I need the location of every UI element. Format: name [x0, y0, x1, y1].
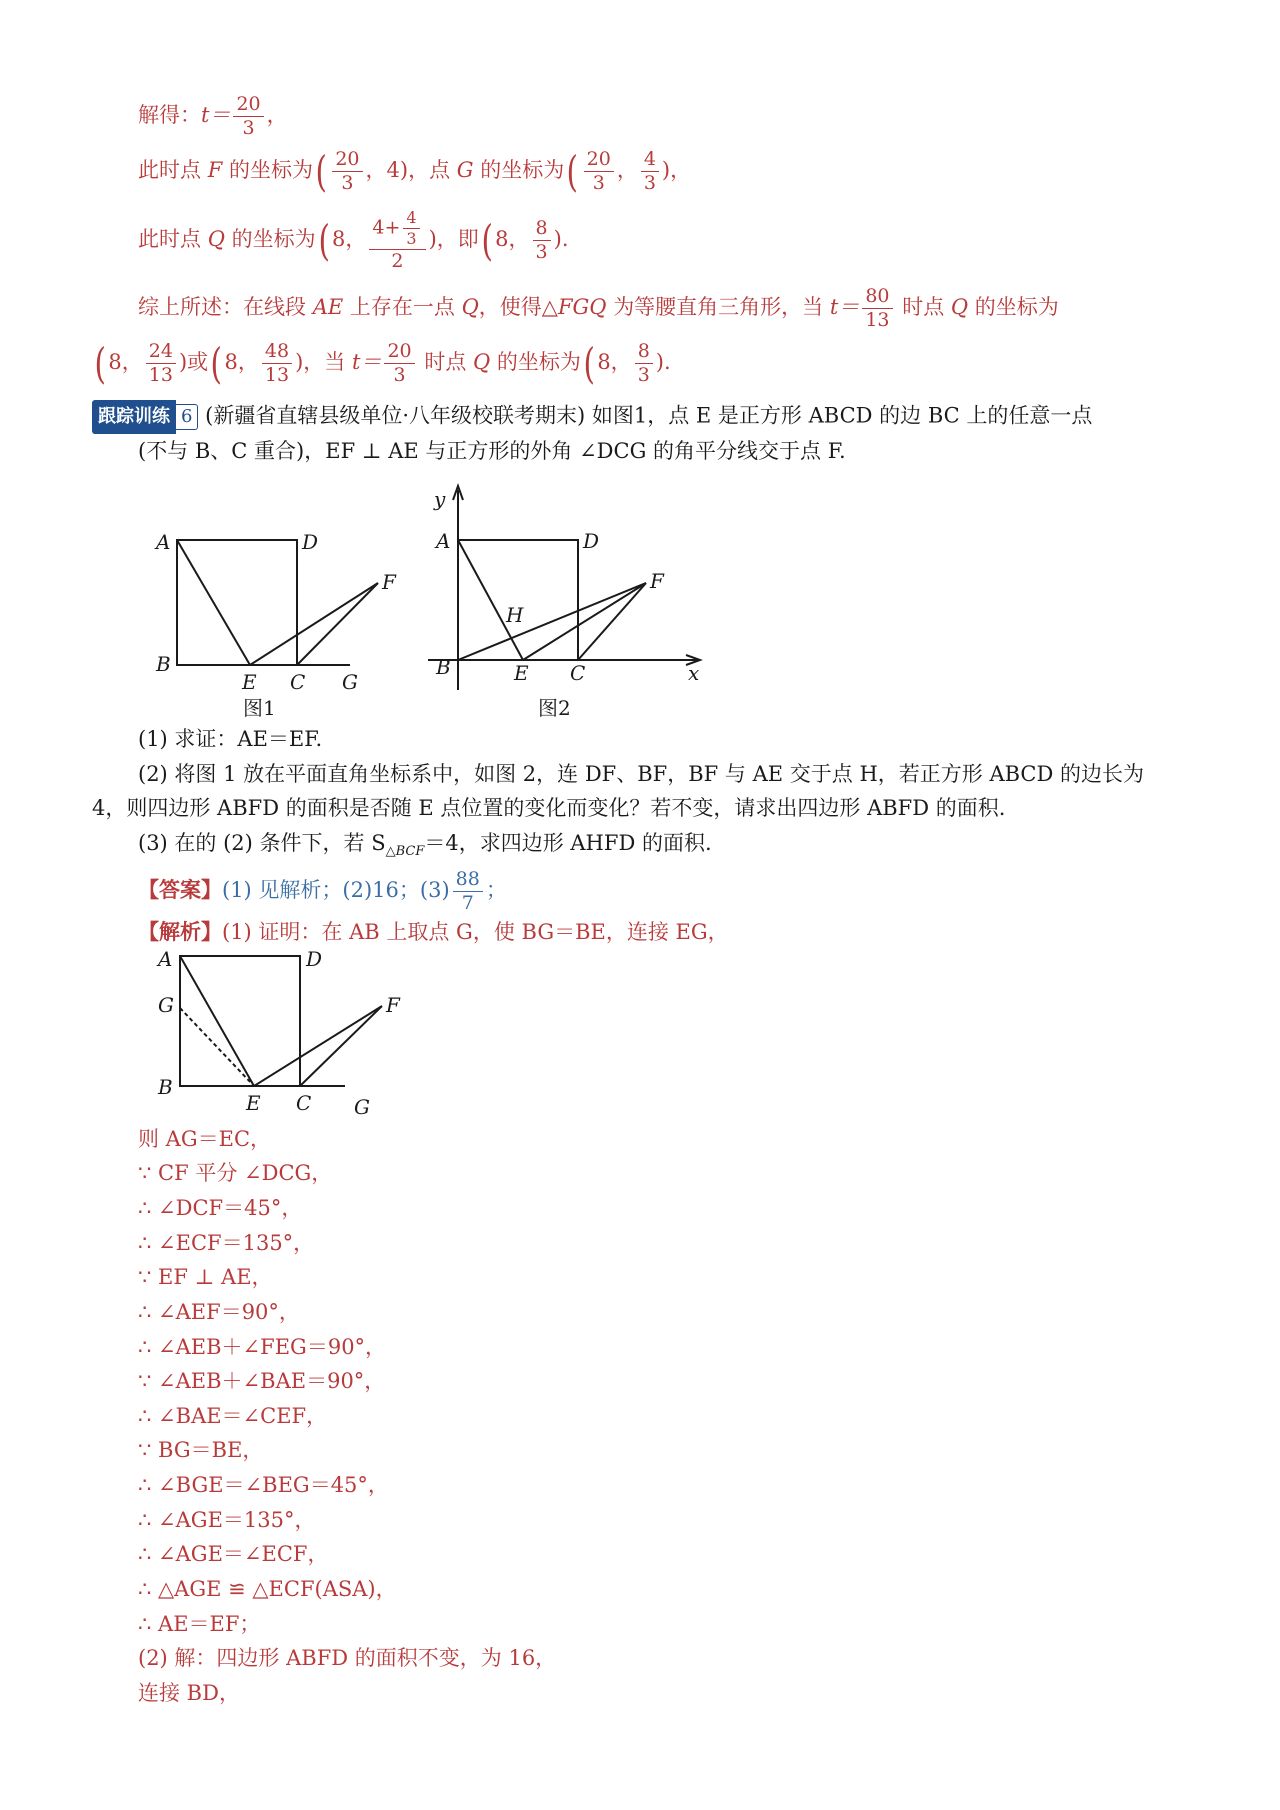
figure-1 [150, 505, 410, 735]
figure-3 [150, 948, 410, 1123]
fig2-label-F: F [650, 569, 664, 593]
analysis-step-8: ∵ ∠AEB＋∠BAE＝90°， [138, 1369, 386, 1393]
fig1-label-E: E [242, 670, 257, 694]
question-1: (1) 求证：AE＝EF. [138, 727, 323, 751]
fig3-label-E: E [246, 1091, 261, 1115]
analysis-step-6: ∴ ∠AEF＝90°， [138, 1300, 300, 1324]
solution-line-3: 此时点 Q 的坐标为( 8， 4+ $\frac{4}{3}$ 2 )，即( 8， $\frac{8}{3}$ ). [138, 208, 569, 272]
problem-line-1: 跟踪训练 6 (新疆省直辖县级单位·八年级校联考期末) 如图1，点 E 是正方形 ABCD 的边 BC 上的任意一点 [92, 400, 1092, 434]
fig3-label-G: G [354, 1095, 370, 1119]
analysis-step-3: ∴ ∠DCF＝45°， [138, 1196, 303, 1220]
fig1-label-F: F [382, 570, 396, 594]
analysis-step-9: ∴ ∠BAE＝∠CEF， [138, 1404, 328, 1428]
analysis-step-4: ∴ ∠ECF＝135°， [138, 1231, 315, 1255]
fig1-label-A: A [156, 530, 171, 554]
fig2-label-D: D [583, 529, 600, 553]
solution-line-5: ( 8， $\frac{24}{13}$ )或( 8， $\frac{48}{13}$ )，当 t＝ $\frac{20}{3}$ 时点 Q 的坐标为( 8， $\frac{8}{3}$ ). [94, 338, 671, 388]
analysis-step-17: 连接 BD， [138, 1681, 240, 1705]
figure-1-caption: 图1 [243, 696, 276, 720]
solution-line-4: 综上所述：在线段 AE 上存在一点 Q，使得△FGQ 为等腰直角三角形，当 t＝ $\frac{80}{13}$ 时点 Q 的坐标为 [138, 285, 1059, 331]
analysis-step-12: ∴ ∠AGE＝135°， [138, 1508, 316, 1532]
analysis-step-1: 则 AG＝EC， [138, 1127, 272, 1151]
fig3-label-G-side: G [158, 993, 174, 1017]
problem-number: 6 [176, 404, 198, 430]
question-3: (3) 在的 (2) 条件下，若 $S_{\triangle BCF}=4$，求四边形 AHFD 的面积. [138, 831, 712, 860]
fig1-label-B: B [156, 652, 171, 676]
fig2-label-E: E [514, 661, 529, 685]
fig3-label-F: F [386, 993, 400, 1017]
question-2-line-1: (2) 将图 1 放在平面直角坐标系中，如图 2，连 DF、BF，BF 与 AE 交于点 H，若正方形 ABCD 的边长为 [138, 762, 1145, 786]
analysis-step-11: ∴ ∠BGE＝∠BEG＝45°， [138, 1473, 389, 1497]
fig2-label-H: H [506, 603, 524, 627]
fig1-label-C: C [290, 670, 306, 694]
fig2-label-B: B [436, 655, 451, 679]
fig3-label-D: D [306, 948, 323, 971]
fig2-label-A: A [436, 529, 451, 553]
answer-label: 【答案】 [138, 877, 222, 902]
analysis-label: 【解析】 [138, 919, 222, 944]
analysis-intro: 【解析】(1) 证明：在 AB 上取点 G，使 BG＝BE，连接 EG， [138, 919, 729, 944]
analysis-step-13: ∴ ∠AGE＝∠ECF， [138, 1542, 329, 1566]
solution-line-1: 解得：t＝ $\frac{20}{3}$ ， [138, 93, 288, 139]
fig3-label-C: C [296, 1091, 312, 1115]
analysis-step-2: ∵ CF 平分 ∠DCG， [138, 1161, 333, 1185]
problem-line-2: (不与 B、C 重合)，EF ⊥ AE 与正方形的外角 ∠DCG 的角平分线交于点 F. [138, 439, 846, 463]
fig2-label-x: x [688, 661, 700, 685]
problem-tag: 跟踪训练 [92, 400, 176, 434]
fig1-label-G: G [342, 670, 358, 694]
fig2-label-C: C [570, 661, 586, 685]
fig3-label-A: A [158, 948, 173, 971]
analysis-step-14: ∴ △AGE ≌ △ECF(ASA)， [138, 1577, 397, 1601]
fig2-label-y: y [434, 487, 446, 511]
analysis-step-10: ∵ BG＝BE， [138, 1438, 264, 1462]
figure-2 [418, 480, 718, 710]
fig1-label-D: D [302, 530, 319, 554]
analysis-step-15: ∴ AE＝EF； [138, 1612, 261, 1636]
answer-line: 【答案】(1) 见解析；(2)16；(3) $\frac{88}{7}$ ； [138, 868, 507, 914]
analysis-step-16: (2) 解：四边形 ABFD 的面积不变，为 16， [138, 1646, 557, 1670]
question-2-line-2: 4，则四边形 ABFD 的面积是否随 E 点位置的变化而变化？若不变，请求出四边形 ABFD 的面积. [92, 796, 1006, 820]
analysis-step-7: ∴ ∠AEB＋∠FEG＝90°， [138, 1335, 387, 1359]
analysis-step-5: ∵ EF ⊥ AE， [138, 1265, 273, 1289]
fig3-label-B: B [158, 1075, 173, 1099]
solution-line-2: 此时点 F 的坐标为( $\frac{20}{3}$ ，4)，点 G 的坐标为( $\frac{20}{3}$ ， $\frac{4}{3}$ )， [138, 146, 692, 196]
figure-2-caption: 图2 [538, 696, 571, 720]
